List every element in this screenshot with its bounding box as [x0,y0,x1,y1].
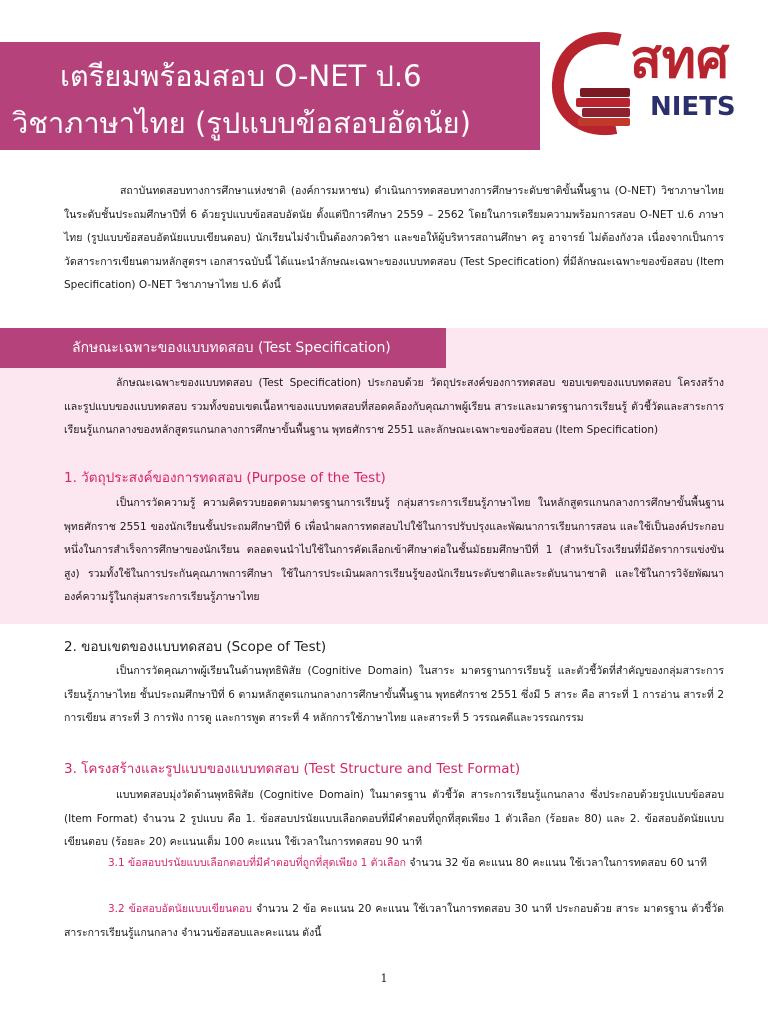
section-1-heading: 1. วัตถุประสงค์ของการทดสอบ (Purpose of the Test) [64,470,386,486]
subsection-3-1-label: 3.1 ข้อสอบปรนัยแบบเลือกตอบที่มีคำตอบที่ถูกที่สุดเพียง 1 ตัวเลือก [108,857,406,869]
niets-logo [550,28,750,138]
specification-banner-label: ลักษณะเฉพาะของแบบทดสอบ (Test Specification) [72,340,391,356]
subsection-3-2-text: จำนวน 2 ข้อ คะแนน 20 คะแนน ใช้เวลาในการทดสอบ 30 นาที ประกอบด้วย สาระ มาตรฐาน ตัวชี้วัด สาระการเรียนรู้แกนกลาง จำนวนข้อสอบและคะแนน ดังนี้ [64,903,724,939]
subsection-3-2-label: 3.2 ข้อสอบอัตนัยแบบเขียนตอบ [108,903,252,915]
page-title: เตรียมพร้อมสอบ O-NET ป.6 [60,59,422,93]
subsection-3-1 [64,852,724,876]
section-2-heading: 2. ขอบเขตของแบบทดสอบ (Scope of Test) [64,639,327,655]
logo-text-english: NIETS [650,92,736,122]
logo-text-thai: สทศ [630,30,730,90]
specification-intro-paragraph: ลักษณะเฉพาะของแบบทดสอบ (Test Specification) ประกอบด้วย วัตถุประสงค์ของการทดสอบ ขอบเขตของแบบทดสอบ โครงสร้างและรูปแบบของแบบทดสอบ รวมทั้งขอบเขตเนื้อหาของแบบทดสอบที่สอดคล้องกับคุณภาพผู้เรียน สาระและมาตรฐานการเรียนรู้ ตัวชี้วัดและสาระการเรียนรู้แกนกลางของหลักสูตรแกนกลางการศึกษาขั้นพื้นฐาน พุทธศักราช 2551 และลักษณะเฉพาะของข้อสอบ (Item Specification) [64,377,724,436]
section-3-paragraph: แบบทดสอบมุ่งวัดด้านพุทธิพิสัย (Cognitive Domain) ในมาตรฐาน ตัวชี้วัด สาระการเรียนรู้แกนกลาง ซึ่งประกอบด้วยรูปแบบข้อสอบ (Item Format) จำนวน 2 รูปแบบ คือ 1. ข้อสอบปรนัยแบบเลือกตอบที่มีคำตอบที่ถูกที่สุดเพียง 1 ตัวเลือก (ร้อยละ 80) และ 2. ข้อสอบอัตนัยแบบเขียนตอบ (ร้อยละ 20) คะแนนเต็ม 100 คะแนน ใช้เวลาในการทดสอบ 90 นาที [64,789,724,848]
section-3-heading: 3. โครงสร้างและรูปแบบของแบบทดสอบ (Test Structure and Test Format) [64,761,521,777]
intro-paragraph: สถาบันทดสอบทางการศึกษาแห่งชาติ (องค์การมหาชน) ดำเนินการทดสอบทางการศึกษาระดับชาติขั้นพื้นฐาน (O-NET) วิชาภาษาไทย ในระดับชั้นประถมศึกษาปีที่ 6 ด้วยรูปแบบข้อสอบอัตนัย ตั้งแต่ปีการศึกษา 2559 – 2562 โดยในการเตรียมความพร้อมการสอบ O-NET ป.6 ภาษาไทย (รูปแบบข้อสอบอัตนัยแบบเขียนตอบ) นักเรียนไม่จำเป็นต้องกวดวิชา และขอให้ผู้บริหารสถานศึกษา ครู อาจารย์ ไม่ต้องกังวล เนื่องจากเป็นการวัดสาระการเขียนตามหลักสูตรฯ เอกสารฉบับนี้ ได้แนะนำลักษณะเฉพาะของแบบทดสอบ (Test Specification) ที่มีลักษณะเฉพาะของข้อสอบ (Item Specification) O-NET วิชาภาษาไทย ป.6 ดังนี้ [64,185,724,291]
books-icon [550,28,640,138]
page-number: 1 [380,972,388,985]
section-1-paragraph: เป็นการวัดความรู้ ความคิดรวบยอดตามมาตรฐานการเรียนรู้ กลุ่มสาระการเรียนรู้ภาษาไทย ในหลักสูตรแกนกลางการศึกษาขั้นพื้นฐาน พุทธศักราช 2551 ของนักเรียนชั้นประถมศึกษาปีที่ 6 เพื่อนำผลการทดสอบไปใช้ในการปรับปรุงและพัฒนาการเรียนการสอน และใช้เป็นองค์ประกอบหนึ่งในการสำเร็จการศึกษาของนักเรียน ตลอดจนนำไปใช้ในการคัดเลือกเข้าศึกษาต่อในชั้นมัธยมศึกษาปีที่ 1 (สำหรับโรงเรียนที่มีอัตราการแข่งขันสูง) รวมทั้งใช้ในการประกันคุณภาพการศึกษา ใช้ในการประเมินผลการเรียนรู้ของนักเรียนระดับชาติและระดับนานาชาติ และใช้ในการวิจัยพัฒนาองค์ความรู้ในกลุ่มสาระการเรียนรู้ภาษาไทย [64,497,724,603]
subsection-3-1-text: จำนวน 32 ข้อ คะแนน 80 คะแนน ใช้เวลาในการทดสอบ 60 นาที [409,857,707,869]
section-2-paragraph: เป็นการวัดคุณภาพผู้เรียนในด้านพุทธิพิสัย (Cognitive Domain) ในสาระ มาตรฐานการเรียนรู้ และตัวชี้วัดที่สำคัญของกลุ่มสาระการเรียนรู้ภาษาไทย ชั้นประถมศึกษาปีที่ 6 ตามหลักสูตรแกนกลางการศึกษาขั้นพื้นฐาน พุทธศักราช 2551 ซึ่งมี 5 สาระ คือ สาระที่ 1 การอ่าน สาระที่ 2 การเขียน สาระที่ 3 การฟัง การดู และการพูด สาระที่ 4 หลักการใช้ภาษาไทย และสาระที่ 5 วรรณคดีและวรรณกรรม [64,665,724,724]
specification-banner [0,328,446,368]
subsection-3-2 [64,898,724,945]
page-subtitle: วิชาภาษาไทย (รูปแบบข้อสอบอัตนัย) [12,106,471,140]
